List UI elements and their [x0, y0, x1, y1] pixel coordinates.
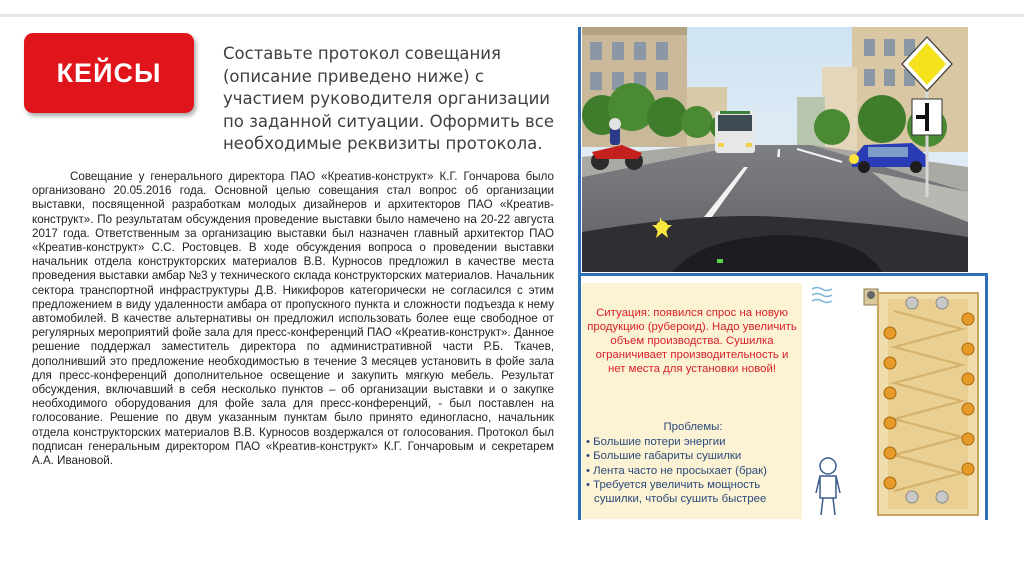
scene-frame	[578, 27, 971, 274]
case-text: Совещание у генерального директора ПАО «Креатив-конструкт» К.Г. Гончарова было организовано 20.05.2016 года. Основной целью совещания стал вопрос об организации выставки, посвященной разработкам молодых дизайнеров и архитекторов ПАО «Креатив-конструкт». По результатам обсуждения проведение выставки было намечено на 20-22 августа 2017 года. Ответственным за организацию выставки был назначен главный архитектор ПАО «Креатив-конструкт» С.С. Ростовцев. В ходе обсуждения вопроса о проведении выставки начальник отдела конструкторских материалов В.В. Курносов предложил в качестве места проведения выставки амбар №3 у технического склада конструкторских материалов. Начальник сектора транспортной инфраструктуры Д.В. Никифоров категорически не согласился с этим предложением в виду удаленности амбара от пропускного пункта и сложности подъезда к нему автомобилей. В качестве альтернативы он предложил использовать более еще свободное от регулярных мероприятий фойе зала для пресс-конференций ПАО «Креатив-конструкт». Данное решение поддержал заместитель директора по административной части Р.Б. Ткачев, дополнивший это предложение необходимостью в течение 3 месяцев установить в фойе зала для пресс-конференций дополнительное освещение и закупить мягкую мебель. Результат обсуждения, включавший в себя несколько пунктов – об организации выставки и о закупке необходимого оборудования для фойе зала для пресс-конференций, - был поставлен на голосование. Решение по двум указанным пунктам было принято единогласно, начальник отдела конструкторских материалов В.В. Курносов воздержался от голосования. Протокол был подписан генеральным директором ПАО «Креатив-конструкт» К.Г. Гончаровым и секретарем А.А. Ивановой.	[32, 170, 554, 468]
case-description	[32, 170, 554, 468]
top-divider	[0, 14, 1024, 17]
divider-vertical	[578, 274, 581, 520]
problems-title: Проблемы:	[663, 421, 723, 433]
cases-badge-label: КЕЙСЫ	[56, 57, 162, 88]
situation-text: Ситуация: появился спрос на новую продукцию (рубероид). Надо увеличить объем производства. Сушилка ограничивает производительность и нет места для установки новой!	[587, 307, 797, 375]
problem-item: • Большие габариты сушилки	[586, 450, 742, 463]
dryer-illustration	[802, 283, 984, 519]
problem-item: • Большие потери энергии	[586, 436, 726, 449]
divider-right	[985, 273, 988, 520]
task-heading: Составьте протокол совещания (описание приведено ниже) с участием руководителя организации по заданной ситуации. Оформить все необходимые реквизиты протокола.	[223, 44, 554, 153]
problem-item: • Требуется увеличить мощность сушилки, чтобы сушить быстрее	[586, 478, 767, 506]
divider-horizontal	[578, 273, 988, 276]
problem-item: • Лента часто не просыхает (брак)	[586, 464, 767, 477]
cases-badge	[24, 33, 194, 113]
problems-list	[586, 420, 800, 506]
